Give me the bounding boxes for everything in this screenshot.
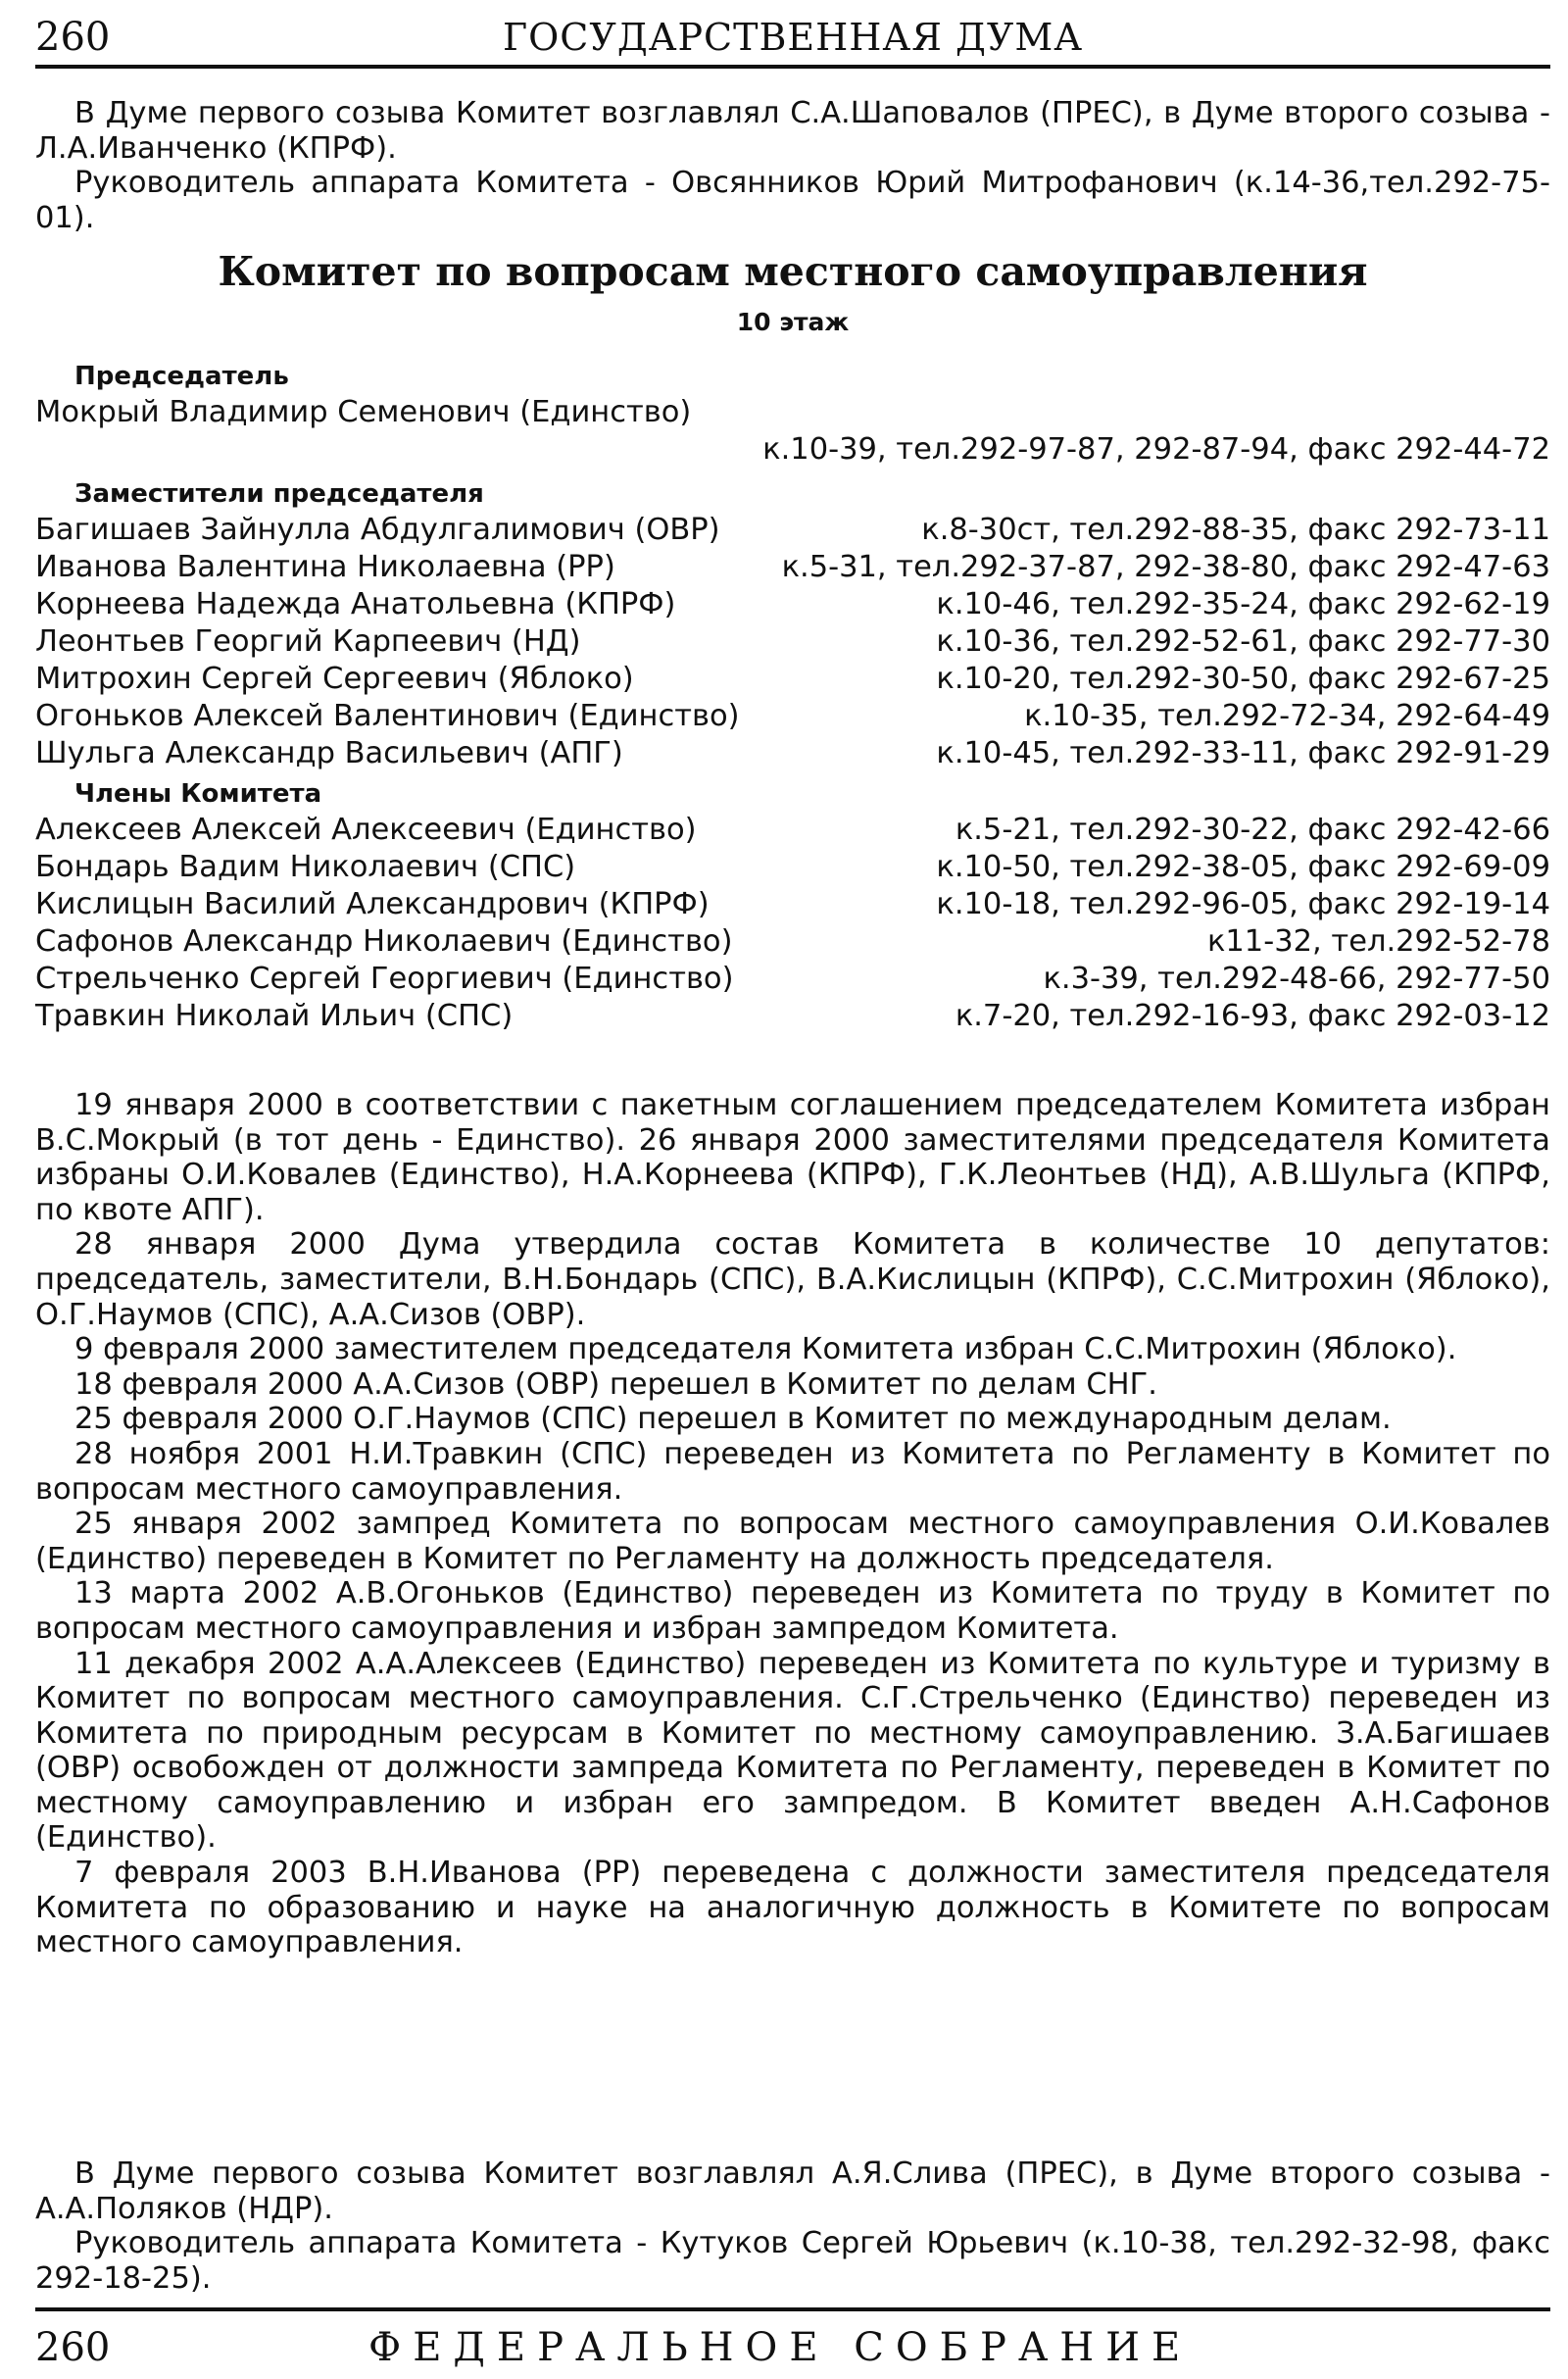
document-page xyxy=(35,0,1550,2379)
member-contact: к.10-50, тел.292-38-05, факс 292-69-09 xyxy=(936,850,1550,884)
member-contact: к.10-20, тел.292-30-50, факс 292-67-25 xyxy=(936,662,1550,696)
member-contact: к11-32, тел.292-52-78 xyxy=(1206,924,1550,959)
member-name: Корнеева Надежда Анатольевна (КПРФ) xyxy=(35,587,676,621)
member-contact: к.7-20, тел.292-16-93, факс 292-03-12 xyxy=(955,999,1550,1033)
list-item xyxy=(35,735,1550,772)
member-contact: к.10-18, тел.292-96-05, факс 292-19-14 xyxy=(936,887,1550,921)
member-name: Митрохин Сергей Сергеевич (Яблоко) xyxy=(35,662,634,696)
paragraph: 7 февраля 2003 В.Н.Иванова (РР) переведена с должности заместителя председателя Комитета по образованию и науке на аналогичную должность в Комитете по вопросам местного самоуправления. xyxy=(35,1856,1550,1960)
member-name: Бондарь Вадим Николаевич (СПС) xyxy=(35,850,576,884)
paragraph: 18 февраля 2000 А.А.Сизов (ОВР) перешел в Комитет по делам СНГ. xyxy=(74,1366,1157,1402)
list-item xyxy=(35,849,1550,886)
deputies-list xyxy=(35,512,1550,772)
member-contact: к.5-31, тел.292-37-87, 292-38-80, факс 292-47-63 xyxy=(781,550,1550,584)
paragraph: Руководитель аппарата Комитета - Кутуков Сергей Юрьевич (к.10-38, тел.292-32-98, факс 292-18-25). xyxy=(35,2226,1550,2296)
chair-heading: Председатель xyxy=(74,362,289,391)
list-item xyxy=(35,698,1550,735)
list-item xyxy=(35,998,1550,1035)
member-name: Багишаев Зайнулла Абдулгалимович (ОВР) xyxy=(35,513,720,547)
member-contact: к.10-46, тел.292-35-24, факс 292-62-19 xyxy=(936,587,1550,621)
list-item xyxy=(35,549,1550,586)
committee-title: Комитет по вопросам местного самоуправления xyxy=(218,248,1368,295)
paragraph: В Думе первого созыва Комитет возглавлял С.А.Шаповалов (ПРЕС), в Думе второго созыва - Л.А.Иванченко (КПРФ). xyxy=(35,96,1550,166)
member-contact: к.10-35, тел.292-72-34, 292-64-49 xyxy=(1024,699,1550,733)
list-item xyxy=(35,623,1550,661)
members-list xyxy=(35,812,1550,1035)
member-name: Сафонов Александр Николаевич (Единство) xyxy=(35,924,733,959)
chair-contact: к.10-39, тел.292-97-87, 292-87-94, факс 292-44-72 xyxy=(762,432,1550,467)
page-footer xyxy=(35,2316,1550,2373)
paragraph: Руководитель аппарата Комитета - Овсянников Юрий Митрофанович (к.14-36,тел.292-75-01). xyxy=(35,166,1550,235)
page-header xyxy=(35,10,1550,67)
list-item xyxy=(35,512,1550,549)
member-contact: к.8-30ст, тел.292-88-35, факс 292-73-11 xyxy=(921,513,1550,547)
paragraph: 28 ноября 2001 Н.И.Травкин (СПС) переведен из Комитета по Регламенту в Комитет по вопросам местного самоуправления. xyxy=(35,1436,1550,1507)
header-page-number: 260 xyxy=(35,15,111,60)
list-item xyxy=(35,586,1550,623)
deputies-heading: Заместители председателя xyxy=(74,479,484,509)
list-item xyxy=(35,661,1550,698)
chair-name: Мокрый Владимир Семенович (Единство) xyxy=(35,395,692,429)
footer-title: ФЕДЕРАЛЬНОЕ СОБРАНИЕ xyxy=(368,2325,1193,2370)
member-name: Иванова Валентина Николаевна (РР) xyxy=(35,550,615,584)
member-name: Стрельченко Сергей Георгиевич (Единство) xyxy=(35,962,734,996)
footer-rule xyxy=(35,2307,1550,2311)
list-item xyxy=(35,923,1550,961)
footer-page-number: 260 xyxy=(35,2325,111,2370)
list-item xyxy=(35,961,1550,998)
prior-leadership-text xyxy=(35,2156,1550,2296)
header-rule xyxy=(35,65,1550,69)
paragraph: 25 января 2002 зампред Комитета по вопросам местного самоуправления О.И.Ковалев (Единство) переведен в Комитет по Регламенту на должность председателя. xyxy=(35,1507,1550,1576)
member-contact: к.5-21, тел.292-30-22, факс 292-42-66 xyxy=(955,813,1550,847)
committee-roster xyxy=(35,359,1550,1035)
paragraph: 28 января 2000 Дума утвердила состав Комитета в количестве 10 депутатов: председатель, заместители, В.Н.Бондарь (СПС), В.А.Кислицын (КПРФ), С.С.Митрохин (Яблоко), О.Г.Наумов (СПС), А.А.Сизов (ОВР). xyxy=(35,1227,1550,1332)
member-name: Алексеев Алексей Алексеевич (Единство) xyxy=(35,813,697,847)
paragraph: 25 февраля 2000 О.Г.Наумов (СПС) перешел в Комитет по международным делам. xyxy=(74,1402,1392,1437)
member-name: Шульга Александр Васильевич (АПГ) xyxy=(35,736,623,770)
paragraph: 19 января 2000 в соответствии с пакетным соглашением председателем Комитета избран В.С.Мокрый (в тот день - Единство). 26 января 2000 заместителями председателя Комитета избраны О.И.Ковалев (Единство), Н.А.Корнеева (КПРФ), Г.К.Леонтьев (НД), А.В.Шульга (КПРФ, по квоте АПГ). xyxy=(35,1088,1550,1227)
member-contact: к.10-36, тел.292-52-61, факс 292-77-30 xyxy=(936,624,1550,659)
list-item xyxy=(35,886,1550,923)
running-title: ГОСУДАРСТВЕННАЯ ДУМА xyxy=(502,16,1084,59)
members-heading: Члены Комитета xyxy=(74,779,322,809)
member-name: Травкин Николай Ильич (СПС) xyxy=(35,999,514,1033)
floor-label: 10 этаж xyxy=(736,308,850,336)
paragraph: 9 февраля 2000 заместителем председателя Комитета избран С.С.Митрохин (Яблоко). xyxy=(74,1332,1457,1367)
member-contact: к.10-45, тел.292-33-11, факс 292-91-29 xyxy=(936,736,1550,770)
member-contact: к.3-39, тел.292-48-66, 292-77-50 xyxy=(1043,962,1550,996)
paragraph: 11 декабря 2002 А.А.Алексеев (Единство) переведен из Комитета по культуре и туризму в Комитет по вопросам местного самоуправления. С.Г.Стрельченко (Единство) переведен из Комитета по природным ресурсам в Комитет по местному самоуправлению. З.А.Багишаев (ОВР) освобожден от должности зампреда Комитета по Регламенту, переведен в Комитет по местному самоуправлению и избран его зампредом. В Комитет введен А.Н.Сафонов (Единство). xyxy=(35,1646,1550,1856)
paragraph: 13 марта 2002 А.В.Огоньков (Единство) переведен из Комитета по труду в Комитет по вопросам местного самоуправления и избран зампредом Комитета. xyxy=(35,1576,1550,1646)
chair-entry xyxy=(35,394,1550,469)
list-item xyxy=(35,812,1550,849)
history-text xyxy=(35,1088,1550,1960)
member-name: Леонтьев Георгий Карпеевич (НД) xyxy=(35,624,581,659)
prev-committee-text xyxy=(35,96,1550,235)
member-name: Кислицын Василий Александрович (КПРФ) xyxy=(35,887,710,921)
member-name: Огоньков Алексей Валентинович (Единство) xyxy=(35,699,740,733)
paragraph: В Думе первого созыва Комитет возглавлял А.Я.Слива (ПРЕС), в Думе второго созыва - А.А.Поляков (НДР). xyxy=(35,2156,1550,2226)
